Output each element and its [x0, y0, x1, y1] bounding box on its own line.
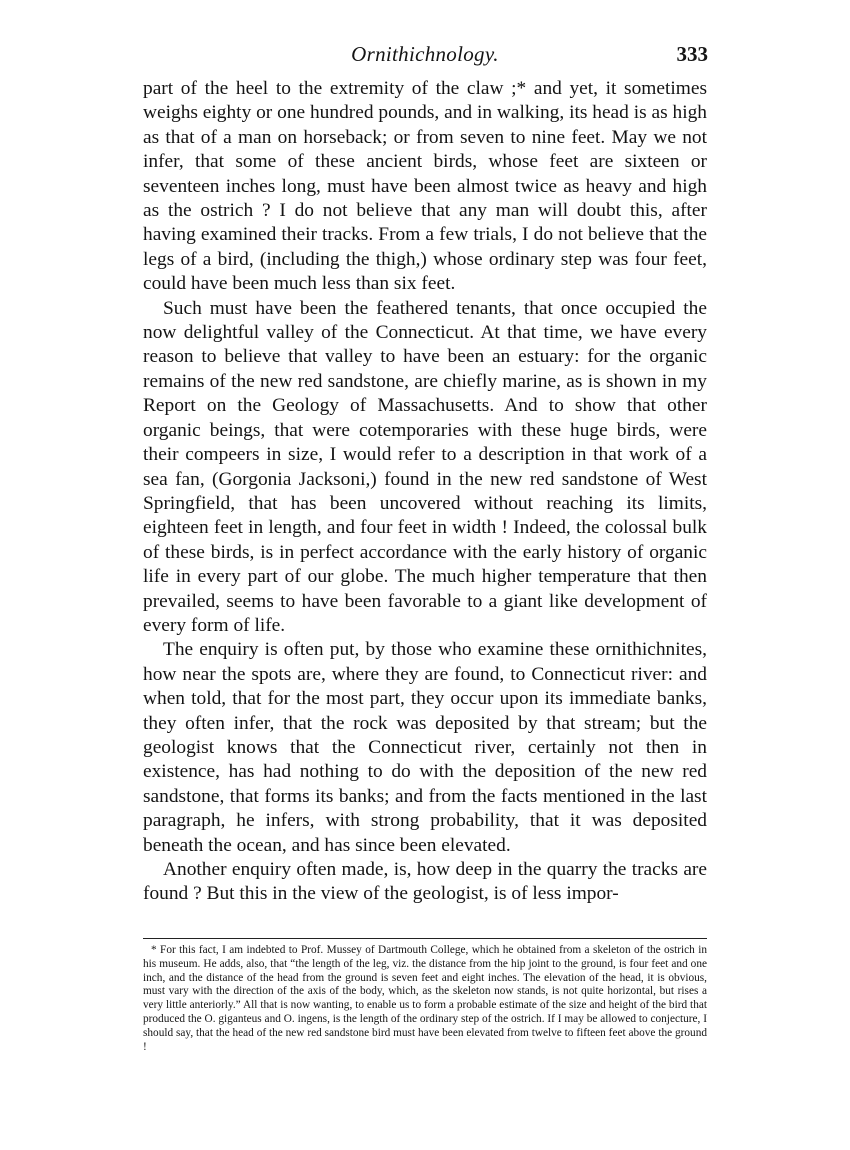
footnote [143, 944, 707, 1054]
body-text [143, 77, 707, 907]
running-head [140, 42, 710, 72]
page-number: 333 [676, 42, 708, 66]
paragraph-enquiry-connecticut: The enquiry is often put, by those who examine these ornithichnites, how near the spots are, where they are found, to Connecticut river: and when told, that for the most part, they occur upon its immediate banks, they often infer, that the rock was deposited by that stream; but the geologist knows that the Connecticut river, certainly not then in existence, has had nothing to do with the deposition of the new red sandstone, that forms its banks; and from the facts mentioned in the last paragraph, he infers, with strong probability, that it was deposited beneath the ocean, and has since been elevated. [143, 639, 707, 856]
paragraph-continued: part of the heel to the extremity of the claw ;* and yet, it sometimes weighs eighty or one hundred pounds, and in walking, its head is as high as that of a man on horseback; or from seven to nine feet. May we not infer, that some of these ancient birds, whose feet are sixteen or seventeen inches long, must have been almost twice as heavy and high as the ostrich ? I do not believe that any man will doubt this, after having examined their tracks. From a few trials, I do not believe that the legs of a bird, (including the thigh,) whose ordinary step was four feet, could have been much less than six feet. [143, 78, 707, 295]
footnote-text: * For this fact, I am indebted to Prof. Mussey of Dartmouth College, which he obtained from a skeleton of the ostrich in his museum. He adds, also, that “the length of the leg, viz. the distance from the hip joint to the ground, is four feet and one inch, and the distance of the head from the ground is seven feet and eight inches. The elevation of the head, it is obvious, must vary with the direction of the axis of the body, which, as the skeleton now stands, is not quite horizontal, but rises a very little anteriorly.” All that is now wanting, to enable us to form a probable estimate of the size and height of the bird that produced the O. giganteus and O. ingens, is the length of the ordinary step of the ostrich. If I may be allowed to conjecture, I should say, that the head of the new red sandstone bird must have been elevated from twelve to fifteen feet above the ground ! [143, 944, 707, 1053]
paragraph-quarry-depth: Another enquiry often made, is, how deep in the quarry the tracks are found ? But this in the view of the geologist, is of less impor- [143, 859, 707, 905]
paragraph-feathered-tenants: Such must have been the feathered tenants, that once occupied the now delightful valley of the Connecticut. At that time, we have every reason to believe that valley to have been an estuary: for the organic remains of the new red sandstone, are chiefly marine, as is shown in my Report on the Geology of Massachusetts. And to show that other organic beings, that were cotemporaries with these huge birds, were their compeers in size, I would refer to a description in that work of a sea fan, (Gorgonia Jacksoni,) found in the new red sandstone of West Springfield, that has been uncovered without reaching its limits, eighteen feet in length, and four feet in width ! Indeed, the colossal bulk of these birds, is in perfect accordance with the early history of organic life in every part of our globe. The much higher temperature that then prevailed, seems to have been favorable to a giant like development of every form of life. [143, 297, 707, 636]
footnote-divider [143, 938, 707, 939]
running-title: Ornithichnology. [351, 42, 499, 66]
